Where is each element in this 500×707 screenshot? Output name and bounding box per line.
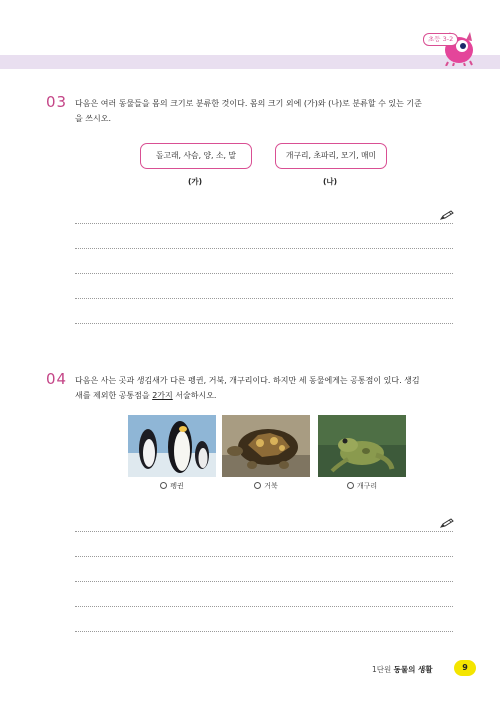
group-label-na: (나) xyxy=(322,177,338,186)
answer-line[interactable] xyxy=(75,248,453,249)
question-number-04: 04 xyxy=(46,370,68,388)
answer-line[interactable] xyxy=(75,556,453,557)
circle-bullet-icon xyxy=(254,482,261,489)
answer-line[interactable] xyxy=(75,606,453,607)
group-label-ga: (가) xyxy=(187,177,203,186)
caption-penguin xyxy=(128,481,216,491)
pencil-icon xyxy=(440,518,454,528)
answer-line[interactable] xyxy=(75,323,453,324)
tortoise-photo xyxy=(222,415,310,477)
top-band xyxy=(0,55,500,69)
penguin-photo xyxy=(128,415,216,477)
circle-bullet-icon xyxy=(160,482,167,489)
question-text-03-line1: 다음은 여러 동물들을 몸의 크기로 분류한 것이다. 몸의 크기 외에 (가)와 (나)로 분류할 수 있는 기준 xyxy=(75,99,422,108)
caption-frog-text: 개구리 xyxy=(356,482,378,490)
question-text-04-line2 xyxy=(75,388,455,403)
answer-line[interactable] xyxy=(75,298,453,299)
grade-tag: 초등 3-2 xyxy=(423,33,458,46)
question-number-03: 03 xyxy=(46,93,68,111)
page-number: 9 xyxy=(454,660,476,676)
caption-penguin-text: 펭귄 xyxy=(170,482,184,490)
question-text-03 xyxy=(75,96,455,126)
caption-tortoise-text: 거북 xyxy=(264,482,278,490)
group-box-na: 개구리, 초파리, 모기, 매미 xyxy=(275,143,387,169)
caption-frog xyxy=(318,481,406,491)
group-box-ga: 돌고래, 사슴, 양, 소, 말 xyxy=(140,143,252,169)
answer-line[interactable] xyxy=(75,223,453,224)
answer-line[interactable] xyxy=(75,631,453,632)
footer-unit-title: 동물의 생활 xyxy=(393,665,433,674)
question-text-03-line2: 을 쓰시오. xyxy=(75,114,111,123)
question-text-04-line2-post: 서술하시오. xyxy=(172,391,217,400)
underlined-count: 2가지 xyxy=(152,391,173,400)
question-text-04-line1: 다음은 사는 곳과 생김새가 다른 펭귄, 거북, 개구리이다. 하지만 세 동물에게는 공통점이 있다. 생김 xyxy=(75,376,420,385)
answer-line[interactable] xyxy=(75,581,453,582)
pencil-icon xyxy=(440,210,454,220)
circle-bullet-icon xyxy=(347,482,354,489)
frog-photo xyxy=(318,415,406,477)
answer-line[interactable] xyxy=(75,531,453,532)
question-text-04 xyxy=(75,373,455,403)
footer-unit xyxy=(372,664,433,675)
footer-unit-number: 1단원 xyxy=(372,665,392,674)
answer-line[interactable] xyxy=(75,273,453,274)
caption-tortoise xyxy=(222,481,310,491)
question-text-04-line2-pre: 새를 제외한 공통점을 xyxy=(75,391,153,400)
